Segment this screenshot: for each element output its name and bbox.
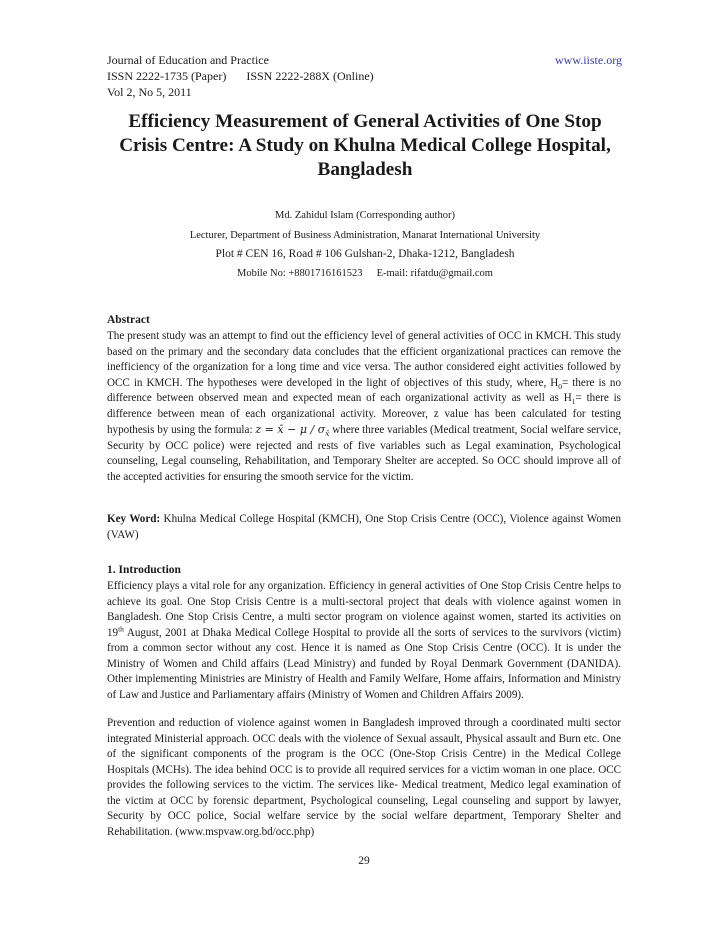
introduction-paragraph-1: Efficiency plays a vital role for any organization. Efficiency in general activities of One Stop Crisis Centre helps to achieve its goal. One Stop Crisis Centre is a multi-sectoral project that deals with violence against women in Bangladesh. One Stop Crisis Centre, a multi sector program on violence against women, started its activities on 19th August, 2001 at Dhaka Medical College Hospital to provide all the sorts of services to the survivors (victim) from a common sector without any cost. Hence it is named as One Stop Crisis Centre (OCC). It is under the Ministry of Women and Child affairs (Lead Ministry) and funded by Royal Denmark Government (DANIDA). Other implementing Ministries are Ministry of Health and Family Welfare, Home affairs, Information and Ministry of Law and Justice and Parliamentary affairs (Ministry of Women and Children Affairs 2009). — [107, 580, 621, 701]
issn-line — [107, 68, 374, 84]
abstract-text: The present study was an attempt to find out the efficiency level of general activities of OCC in KMCH. This study based on the primary and the secondary data concludes that the efficient organizational practices can remove the inefficiency of the organization for a long time and vice versa. The author considered eight activities followed by OCC in KMCH. The hypotheses were developed in the light of objectives of this study, where, $H_0=$ there is no difference between observed mean and expected mean of each organizational activity as well as $H_1=$ there is difference between mean of each organizational activity. Moreover, z value has been calculated for testing hypothesis by using the formula: z = x̄ − μ / $\sigma_{x̄}$ where three variables (Medical treatment, Social welfare service, Security by OCC police) were rejected and rests of five variables such as Legal examination, Psychological counseling, Legal counseling, Rehabilitation, and Temporary Shelter are accepted. So OCC should improve all of the accepted activities for ensuring the smooth service for the victim. — [107, 330, 622, 483]
introduction-paragraph-2: Prevention and reduction of violence against women in Bangladesh improved through a coordinated multi sector integrated Ministerial approach. OCC deals with the violence of Sexual assault, Physical assault and Burn etc. One of the significant components of the program is the OCC (One-Stop Crisis Centre) in the Medical College Hospitals (MCHs). The idea behind OCC is to provide all required services for a victim woman in one place. OCC provides the following services to the victim. The services like- Medical treatment, Medico legal examination of the victim at OCC by forensic department, Psychological counseling, Legal counseling and support by lawyer, Security by OCC police, Social welfare service by the social welfare department, Temporary Shelter and Rehabilitation. (www.mspvaw.org.bd/occ.php) — [107, 717, 621, 838]
keywords — [107, 512, 621, 543]
keywords-label: Key Word: — [107, 513, 161, 525]
author-mobile: Mobile No: +8801716161523 — [237, 268, 363, 279]
abstract-heading: Abstract — [107, 314, 150, 326]
page-number: 29 — [358, 855, 370, 867]
author-affiliation: Lecturer, Department of Business Administration, Manarat International University — [189, 230, 541, 241]
issn-online: ISSN 2222-288X (Online) — [246, 69, 374, 83]
z-formula: z = x̄ − μ / $\sigma_{x̄}$ — [255, 423, 330, 439]
author-email[interactable]: E-mail: rifatdu@gmail.com — [376, 268, 493, 279]
paper-title: Efficiency Measurement of General Activities of One Stop Crisis Centre: A Study on Khulna Medical College Hospital, Bangladesh — [119, 111, 611, 180]
journal-website-link[interactable]: www.iiste.org — [555, 53, 622, 67]
journal-name: Journal of Education and Practice — [107, 53, 269, 67]
author-contact — [108, 267, 622, 281]
author-address: Plot # CEN 16, Road # 106 Gulshan-2, Dhaka-1212, Bangladesh — [215, 248, 515, 260]
issn-paper: ISSN 2222-1735 (Paper) — [107, 69, 227, 83]
author-name: Md. Zahidul Islam (Corresponding author) — [275, 210, 455, 221]
introduction-heading: 1. Introduction — [107, 564, 181, 576]
keywords-text: Khulna Medical College Hospital (KMCH), One Stop Crisis Centre (OCC), Violence against Women (VAW) — [107, 513, 621, 541]
volume-info: Vol 2, No 5, 2011 — [107, 85, 192, 99]
